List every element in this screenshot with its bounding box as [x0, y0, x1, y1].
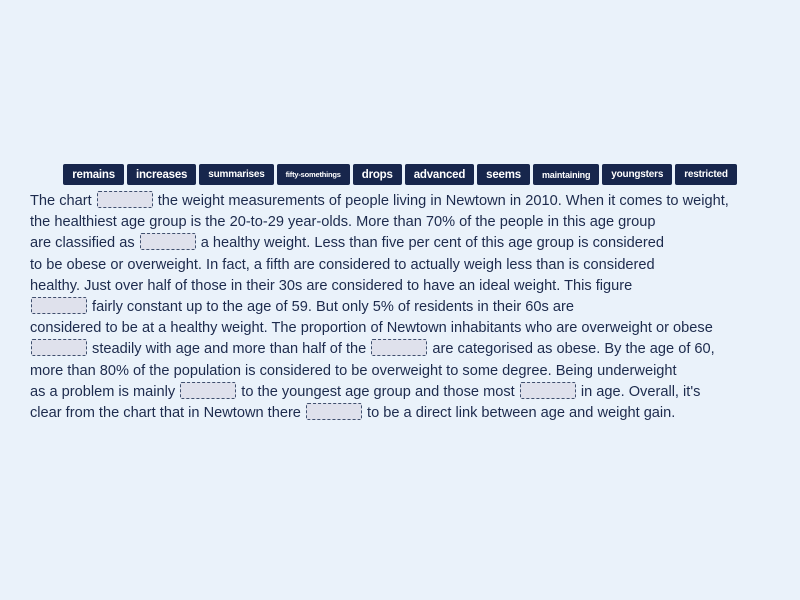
word-tile-fifty-somethings[interactable]: fifty-somethings	[277, 164, 350, 185]
word-tile-drops[interactable]: drops	[353, 164, 402, 185]
word-tile-increases[interactable]: increases	[127, 164, 196, 185]
passage-text-segment: are classified as	[30, 235, 139, 252]
passage-line	[30, 339, 775, 360]
passage-line	[30, 233, 775, 254]
word-tile-summarises[interactable]: summarises	[199, 164, 273, 185]
passage-line	[30, 191, 775, 212]
passage-line	[30, 382, 775, 403]
passage-text-segment: in age. Overall, it's	[576, 383, 701, 400]
passage-text-segment: clear from the chart that in Newtown there	[30, 404, 305, 421]
passage-text-segment: as a problem is mainly	[30, 383, 180, 400]
blank-slot[interactable]	[31, 339, 87, 356]
passage-text-segment: are categorised as obese. By the age of 60,	[428, 341, 715, 358]
passage-line	[30, 318, 775, 339]
passage-line	[30, 361, 775, 382]
blank-slot[interactable]	[180, 382, 236, 399]
word-tile-restricted[interactable]: restricted	[675, 164, 737, 185]
blank-slot[interactable]	[520, 382, 576, 399]
passage-text-segment: more than 80% of the population is considered to be overweight to some degree. Being underweight	[30, 362, 677, 379]
passage-line	[30, 297, 775, 318]
passage	[30, 191, 775, 424]
blank-slot[interactable]	[31, 297, 87, 314]
word-tile-remains[interactable]: remains	[63, 164, 124, 185]
passage-text-segment: to be obese or overweight. In fact, a fifth are considered to actually weigh less than is considered	[30, 256, 655, 273]
blank-slot[interactable]	[306, 403, 362, 420]
passage-text-segment: healthy. Just over half of those in their 30s are considered to have an ideal weight. This figure	[30, 277, 633, 294]
word-tile-advanced[interactable]: advanced	[405, 164, 474, 185]
passage-line	[30, 212, 775, 233]
word-tile-maintaining[interactable]: maintaining	[533, 164, 599, 185]
passage-line	[30, 255, 775, 276]
passage-text-segment: the healthiest age group is the 20-to-29 year-olds. More than 70% of the people in this age group	[30, 214, 656, 231]
blank-slot[interactable]	[371, 339, 427, 356]
passage-text-segment: to the youngest age group and those most	[237, 383, 519, 400]
blank-slot[interactable]	[140, 233, 196, 250]
passage-text-segment: steadily with age and more than half of the	[88, 341, 371, 358]
passage-text-segment: fairly constant up to the age of 59. But only 5% of residents in their 60s are	[88, 298, 574, 315]
word-tile-youngsters[interactable]: youngsters	[602, 164, 672, 185]
passage-text-segment: a healthy weight. Less than five per cent of this age group is considered	[196, 235, 664, 252]
passage-text-segment: considered to be at a healthy weight. The proportion of Newtown inhabitants who are overweight or obese	[30, 320, 713, 337]
passage-text-segment: the weight measurements of people living in Newtown in 2010. When it comes to weight,	[153, 193, 729, 209]
passage-line	[30, 276, 775, 297]
passage-text-segment: to be a direct link between age and weight gain.	[362, 404, 676, 421]
word-tile-seems[interactable]: seems	[477, 164, 530, 185]
passage-text-segment: The chart	[30, 193, 96, 209]
passage-line	[30, 403, 775, 424]
blank-slot[interactable]	[97, 191, 153, 208]
word-bank	[0, 164, 800, 185]
